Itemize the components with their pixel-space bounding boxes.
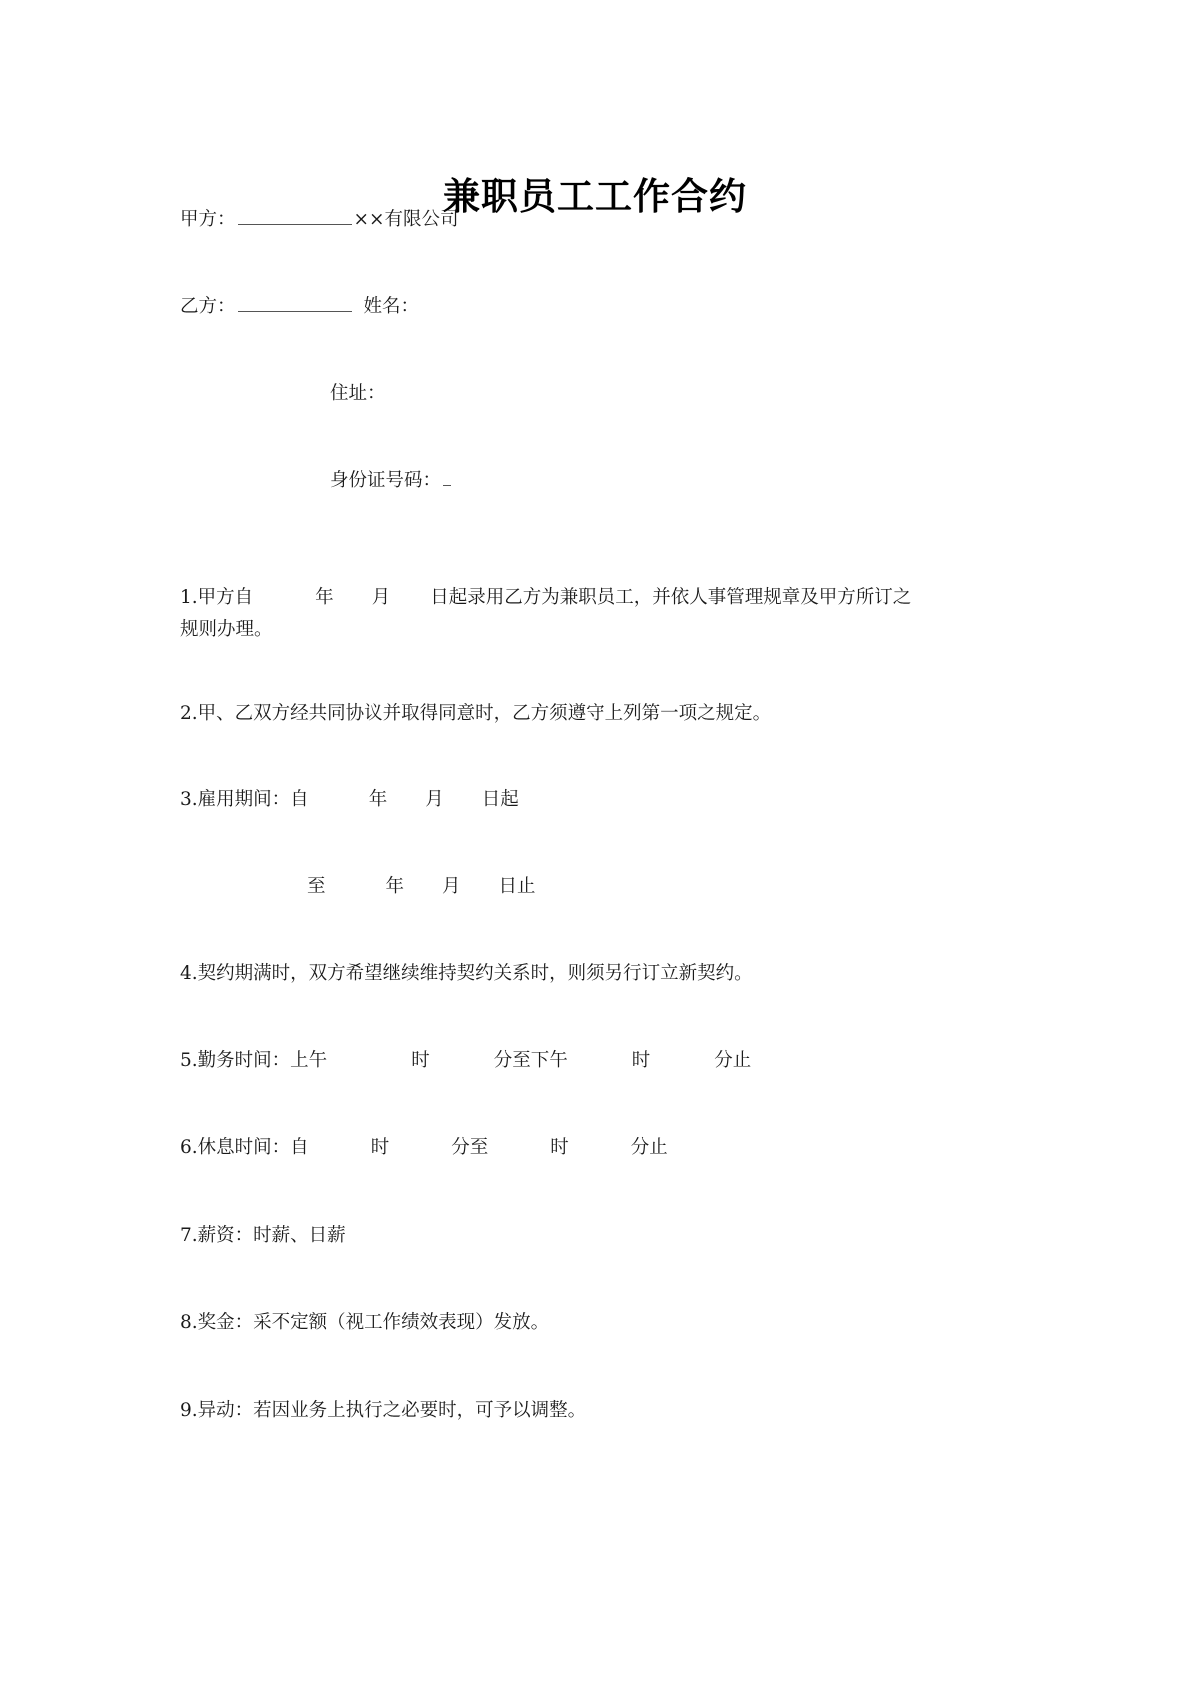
clause-1-month: 月 xyxy=(371,587,391,608)
clause-5-number: 5. xyxy=(180,1050,198,1071)
party-b-name-label: 姓名： xyxy=(363,296,420,317)
clause-1-continuation: 规则办理。 xyxy=(180,619,273,640)
party-b-line xyxy=(180,292,419,322)
clause-3-from-year: 年 xyxy=(368,789,388,810)
clause-7-text: 时薪、日薪 xyxy=(253,1225,346,1246)
clause-9 xyxy=(180,1396,586,1426)
clause-7 xyxy=(180,1221,346,1251)
party-b-address-label: 住址： xyxy=(330,383,386,404)
clause-8-label: 奖金： xyxy=(197,1312,254,1333)
party-a-value: ××有限公司 xyxy=(353,209,459,230)
clause-1 xyxy=(180,582,1020,646)
clause-8-number: 8. xyxy=(180,1312,198,1333)
clause-6-to: 分至 xyxy=(451,1137,489,1158)
clause-2-text: 甲、乙双方经共同协议并取得同意时，乙方须遵守上列第一项之规定。 xyxy=(197,703,772,724)
clause-2-number: 2. xyxy=(180,703,198,724)
clause-1-text-from: 甲方自 xyxy=(197,587,254,608)
party-b-label: 乙方： xyxy=(180,296,236,317)
clause-9-text: 若因业务上执行之必要时，可予以调整。 xyxy=(253,1400,587,1421)
clause-3-to-year: 年 xyxy=(385,876,405,897)
party-b-id-label: 身份证号码： xyxy=(330,470,442,491)
clause-5-label: 勤务时间： xyxy=(197,1050,291,1071)
clause-3-to xyxy=(307,872,536,902)
clause-5-pm-hour: 时 xyxy=(631,1050,651,1071)
clause-3-from-day: 日起 xyxy=(481,789,519,810)
clause-4-number: 4. xyxy=(180,963,198,984)
clause-1-number: 1. xyxy=(180,587,198,608)
party-b-blank[interactable] xyxy=(238,310,352,312)
clause-8 xyxy=(180,1308,549,1338)
clause-6-to-hour: 时 xyxy=(550,1137,569,1158)
clause-3-to-text: 至 xyxy=(307,876,326,897)
clause-9-number: 9. xyxy=(180,1400,198,1421)
clause-3-label: 雇用期间： xyxy=(197,789,291,810)
party-b-id-line xyxy=(330,466,453,496)
party-b-id-blank[interactable] xyxy=(443,484,451,486)
clause-7-label: 薪资： xyxy=(197,1225,254,1246)
clause-3-to-day: 日止 xyxy=(498,876,536,897)
clause-3-from-month: 月 xyxy=(425,789,444,810)
clause-5 xyxy=(180,1046,751,1076)
clause-9-label: 异动： xyxy=(197,1400,254,1421)
clause-5-pm: 分至下午 xyxy=(493,1050,568,1071)
clause-6-label: 休息时间： xyxy=(197,1137,291,1158)
party-a-label: 甲方： xyxy=(180,209,236,230)
party-a-blank[interactable] xyxy=(238,223,352,225)
clause-5-pm-minute: 分止 xyxy=(714,1050,752,1071)
party-b-address-line xyxy=(330,379,386,409)
clause-6-to-minute: 分止 xyxy=(630,1137,668,1158)
clause-8-text: 采不定额（视工作绩效表现）发放。 xyxy=(253,1312,550,1333)
clause-6-from-hour: 时 xyxy=(370,1137,390,1158)
clause-6 xyxy=(180,1133,668,1163)
clause-6-number: 6. xyxy=(180,1137,198,1158)
clause-1-text-rest: 日起录用乙方为兼职员工，并依人事管理规章及甲方所订之 xyxy=(430,587,912,608)
clause-7-number: 7. xyxy=(180,1225,198,1246)
clause-3-to-month: 月 xyxy=(442,876,461,897)
clause-4 xyxy=(180,959,753,989)
clause-5-am: 上午 xyxy=(290,1050,328,1071)
clause-3-from-text: 自 xyxy=(290,789,309,810)
party-a-line xyxy=(180,205,459,235)
document-title: 兼职员工工作合约 xyxy=(443,174,747,218)
clause-4-text: 契约期满时，双方希望继续维持契约关系时，则须另行订立新契约。 xyxy=(197,963,753,984)
clause-1-year: 年 xyxy=(315,587,334,608)
clause-2 xyxy=(180,699,771,729)
clause-5-am-hour: 时 xyxy=(411,1050,430,1071)
clause-3-number: 3. xyxy=(180,789,198,810)
clause-3-from xyxy=(180,785,519,815)
clause-6-from: 自 xyxy=(290,1137,309,1158)
